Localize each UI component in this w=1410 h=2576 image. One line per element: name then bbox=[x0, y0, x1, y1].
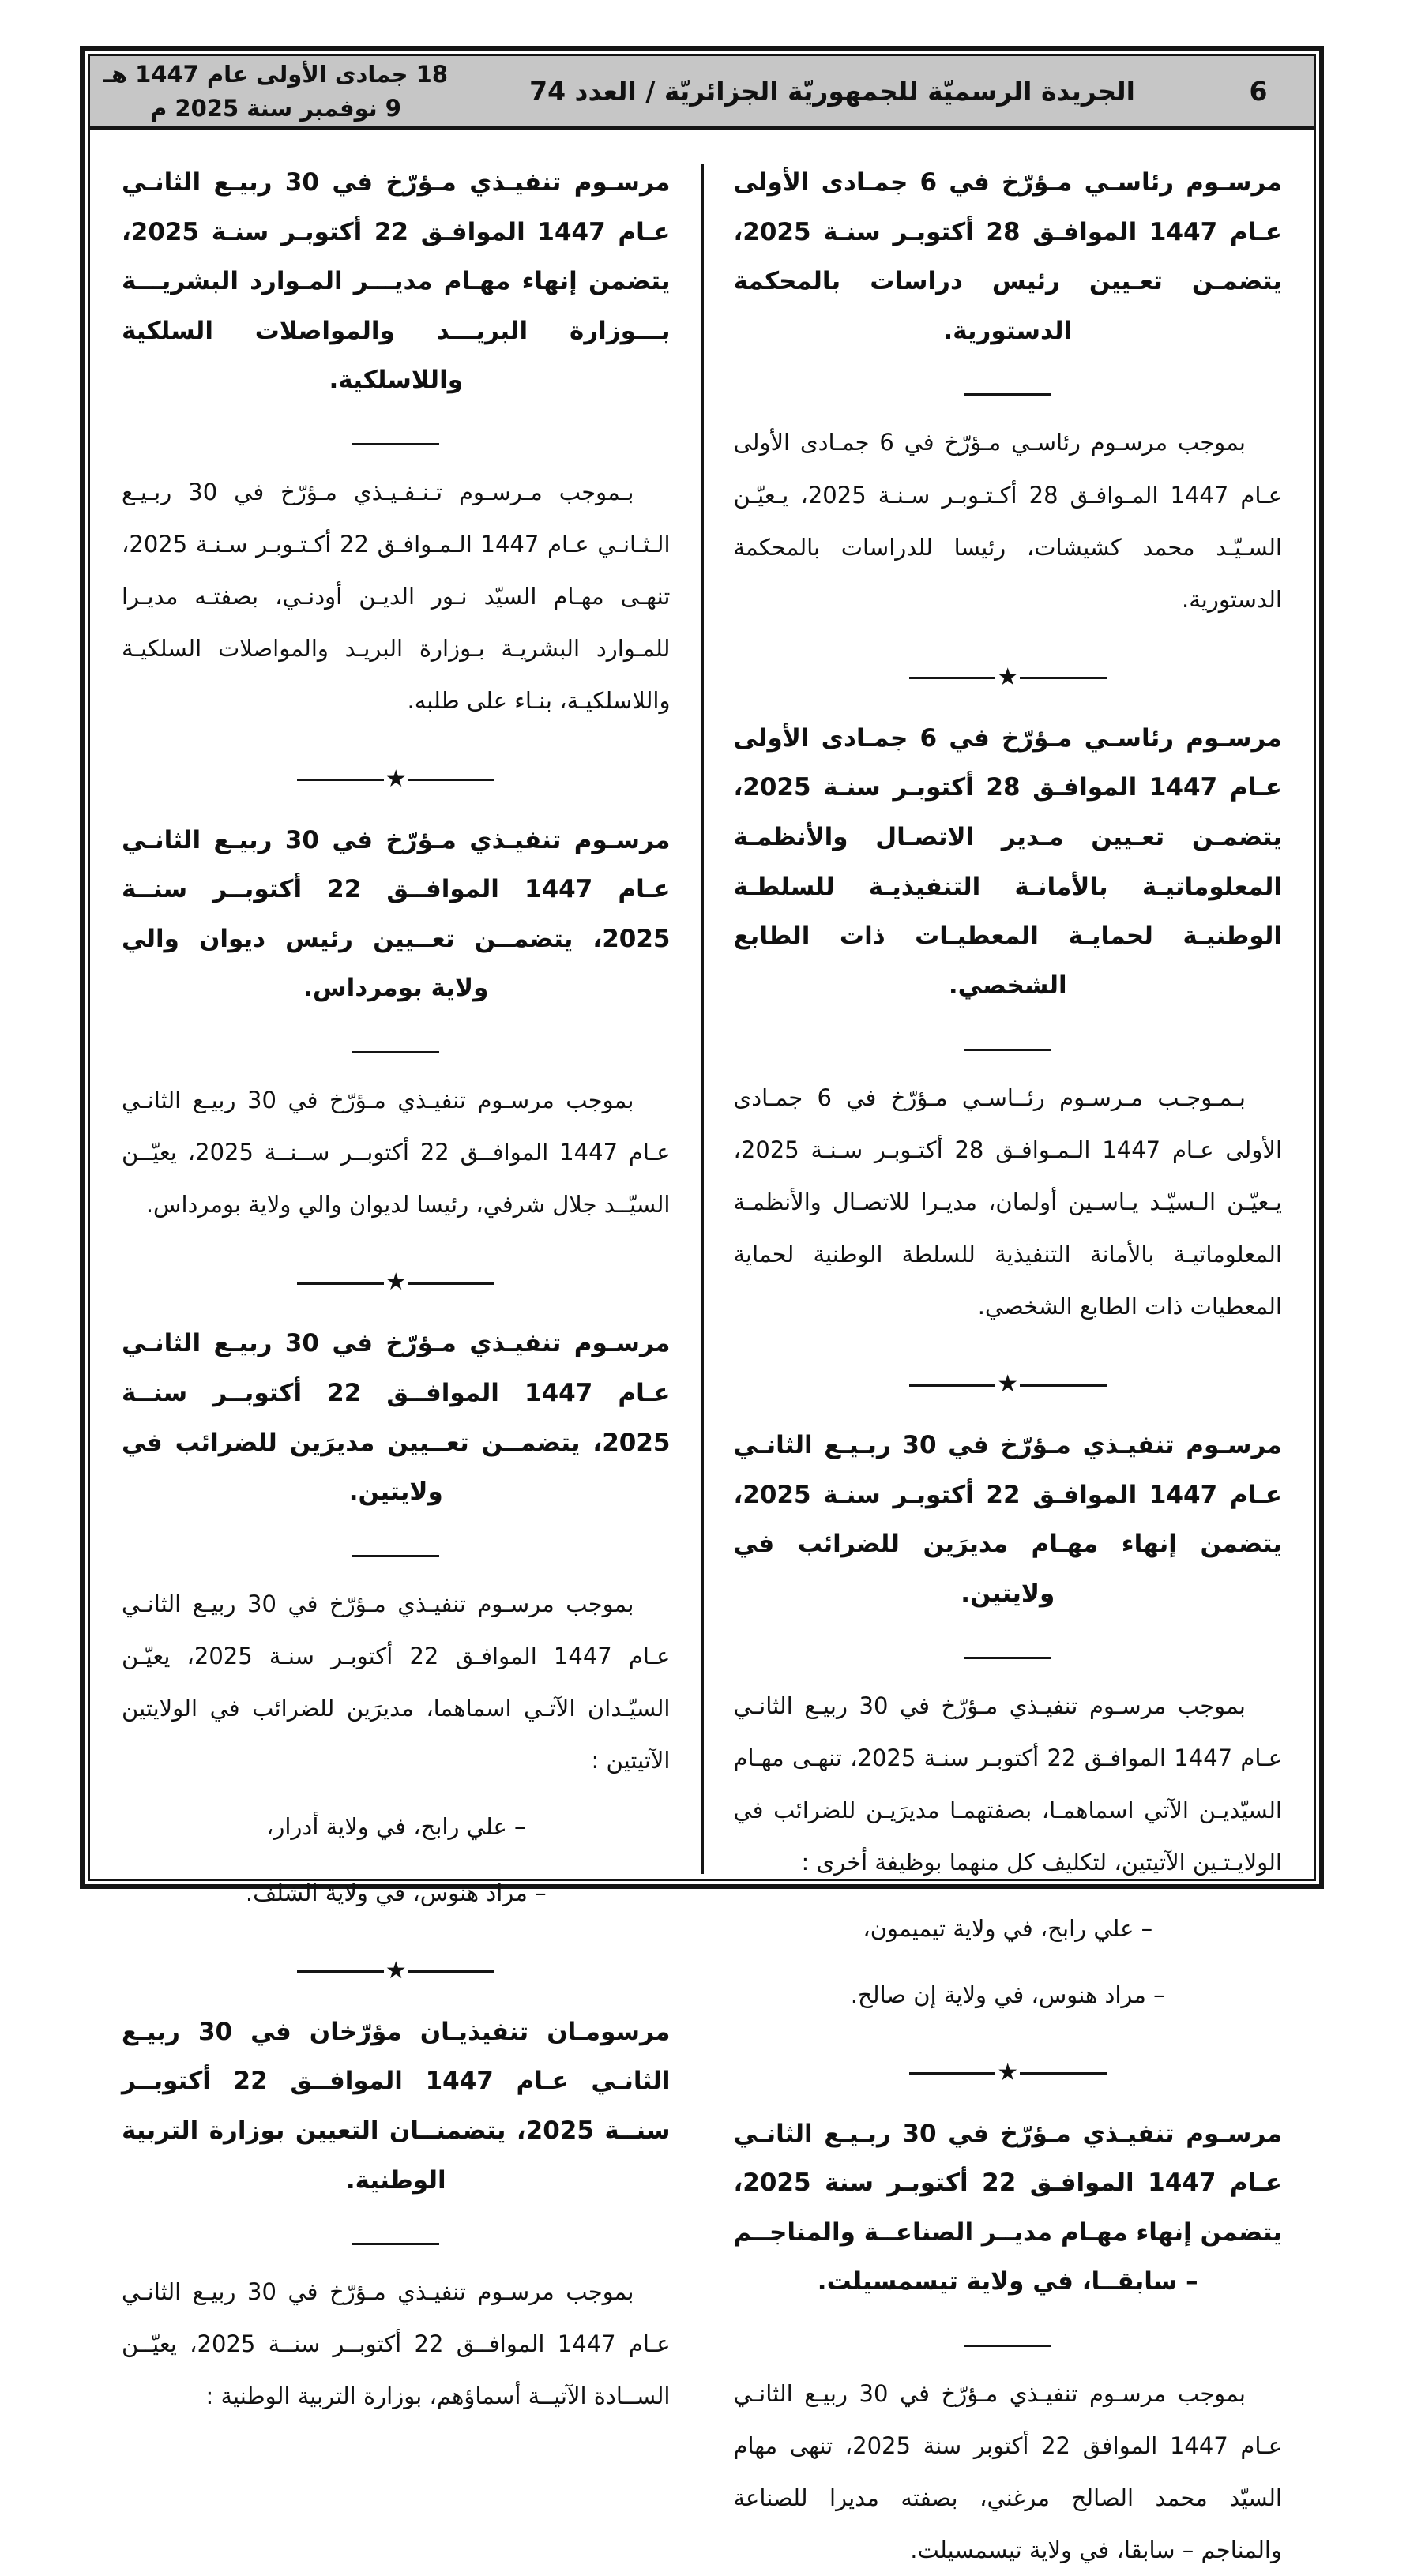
separator-line bbox=[408, 1970, 495, 1973]
star-separator bbox=[909, 663, 1107, 691]
journal-title: الجريدة الرسميّة للجمهوريّة الجزائريّة / العدد 74 bbox=[529, 76, 1135, 107]
star-separator bbox=[909, 1370, 1107, 1399]
list-item: – علي رابح، في ولاية تيميمون، bbox=[863, 1914, 1153, 1942]
right-column bbox=[702, 130, 1314, 2564]
gregorian-date: 9 نوفمبر سنة 2025 م bbox=[150, 94, 401, 122]
star-icon: ★ bbox=[997, 663, 1019, 691]
separator-line bbox=[909, 1384, 996, 1387]
decree-title: مرسـوم تنفيـذي مـؤرّخ في 30 ربيـع الثانـي عـام 1447 الموافــق 22 أكتوبــر سنــة 2025، يتضمــن تعــيين مديرَين للضرائب في ولايتين. bbox=[122, 1329, 671, 1507]
star-icon: ★ bbox=[997, 1370, 1019, 1399]
list-item: – علي رابح، في ولاية أدرار، bbox=[266, 1813, 526, 1841]
decree-body: بموجب مرسـوم تنفيـذي مـؤرّخ في 30 ربيـع الثانـي عـام 1447 الموافــق 22 أكتوبــر سنــة 2025، يعيّــن الســادة الآتيــة أسماؤهم، بوزارة التربية الوطنية : bbox=[122, 2278, 671, 2410]
separator-line bbox=[297, 1970, 384, 1973]
star-icon: ★ bbox=[997, 2058, 1019, 2086]
decree-body: بموجب مرسـوم تنفيـذي مـؤرّخ في 30 ربيـع الثانـي عـام 1447 الموافـق 22 أكتوبـر سنـة 2025، يعيّـن السيّـدان الآتـي اسماهما، مديرَين للضرائب في الولايتين الآتيتين : bbox=[122, 1590, 671, 1774]
separator-line bbox=[1020, 1384, 1107, 1387]
decree-title: مرسـوم تنفيـذي مـؤرّخ في 30 ربيـع الثانـي عـام 1447 الموافــق 22 أكتوبــر سنــة 2025، يتضمــن تعــيين رئيس ديوان والي ولاية بومرداس. bbox=[122, 825, 671, 1003]
star-separator bbox=[909, 2058, 1107, 2086]
decree-title: مرسومـان تنفيذيـان مؤرّخان في 30 ربيـع الثانـي عـام 1447 الموافــق 22 أكتوبــر سنــة 2025، يتضمنــان التعيين بوزارة التربية الوطنية. bbox=[122, 2017, 671, 2195]
plain-separator bbox=[352, 1555, 439, 1557]
star-separator bbox=[297, 1268, 494, 1297]
star-icon: ★ bbox=[385, 764, 407, 793]
separator-line bbox=[909, 677, 996, 679]
hijri-date: 18 جمادى الأولى عام 1447 هـ bbox=[103, 61, 449, 88]
separator-line bbox=[297, 779, 384, 781]
page-number: 6 bbox=[1249, 76, 1268, 107]
page-header bbox=[90, 56, 1314, 130]
plain-separator bbox=[964, 393, 1051, 396]
plain-separator bbox=[964, 1657, 1051, 1659]
decree-body: بموجب مرسـوم تنفيـذي مـؤرّخ في 30 ربيـع الثانـي عـام 1447 الموافق 22 أكتوبر سنة 2025، تنهى مهام السيّد محمد الصالح مرغني، بصفته مديرا للصناعة والمناجم – سابقا، في ولاية تيسمسيلت. bbox=[733, 2379, 1283, 2564]
plain-separator bbox=[964, 2345, 1051, 2347]
plain-separator bbox=[964, 1049, 1051, 1051]
decree-title: مرسـوم تنفيـذي مـؤرّخ في 30 ربـيـع الثانـي عـام 1447 الموافـق 22 أكتوبـر سنـة 2025، يتضمن إنهاء مهـام مديرَين للضرائب في ولايتين. bbox=[733, 1431, 1282, 1608]
separator-line bbox=[408, 779, 495, 781]
decree-title: مرسـوم تنفيـذي مـؤرّخ في 30 ربيـع الثانـي عـام 1447 الموافـق 22 أكتوبـر سنـة 2025، يتضمن إنهاء مهـام مديـــر المـوارد البشريـــة بـــوزارة البريـــد والمواصلات السلكية واللاسلكية. bbox=[122, 168, 671, 395]
header-dates bbox=[90, 58, 461, 124]
list-item: – مراد هنوس، في ولاية إن صالح. bbox=[850, 1981, 1165, 2008]
separator-line bbox=[408, 1282, 495, 1285]
separator-line bbox=[297, 1282, 384, 1285]
decree-title: مرسـوم رئاسـي مـؤرّخ في 6 جمـادى الأولى عـام 1447 الموافـق 28 أكتوبـر سنـة 2025، يتضمـن تعـيين رئيس دراسات بالمحكمة الدستورية. bbox=[733, 168, 1283, 345]
star-separator bbox=[297, 1956, 494, 1985]
separator-line bbox=[909, 2072, 996, 2075]
decree-title: مرسـوم تنفيـذي مـؤرّخ في 30 ربـيـع الثانـي عـام 1447 الموافـق 22 أكتوبـر سنة 2025، يتضمن إنهاء مهـام مديــر الصناعــة والمناجــم – سابقــا، في ولاية تيسمسيلت. bbox=[733, 2119, 1282, 2296]
decree-body: بـموجب مـرسـوم تـنـفـيـذي مـؤرّخ في 30 ربـيـع الـثـانـي عـام 1447 الـمـوافـق 22 أكـتـوبـر سـنـة 2025، تنهـى مهـام السيّد نـور الديـن أودنـي، بصفتـه مديـرا للمـوارد البشريـة بـوزارة البريـد والمواصلات السلكيـة واللاسلكيـة، بنـاء على طلبه. bbox=[122, 479, 671, 715]
decree-body: بموجب مرسـوم تنفيـذي مـؤرّخ في 30 ربيـع الثانـي عـام 1447 الموافــق 22 أكتوبــر ســنــة 2025، يعيّــن السيّــد جلال شرفي، رئيسا لديوان والي ولاية بومرداس. bbox=[122, 1087, 671, 1219]
star-icon: ★ bbox=[385, 1268, 407, 1297]
decree-body: بـمـوجـب مـرسـوم رئــاسـي مـؤرّخ في 6 جمـادى الأولى عـام 1447 الـمـوافـق 28 أكتـوبـر سـنـة 2025، يـعيّـن الـسيّـد يـاسـين أولمان، مديـرا للاتصـال والأنظمـة المعلوماتيـة بالأمانة التنفيذية للسلطة الوطنية لحماية المعطيات ذات الطابع الشخصي. bbox=[733, 1083, 1282, 1320]
separator-line bbox=[1020, 677, 1107, 679]
separator-line bbox=[1020, 2072, 1107, 2075]
left-column bbox=[90, 130, 702, 2410]
star-icon: ★ bbox=[385, 1956, 407, 1985]
decree-body: بموجب مرسـوم تنفيـذي مـؤرّخ في 30 ربيـع الثانـي عـام 1447 الموافـق 22 أكتوبـر سنـة 2025، تنهـى مهـام السيّديـن الآتي اسماهمـا، بصفتهمـا مديرَيـن للضرائب في الولايـتـين الآتيتين، لتكليف كل منهما بوظيفة أخرى : bbox=[733, 1692, 1283, 1876]
list-item: – مراد هنوس، في ولاية الشلف. bbox=[245, 1879, 547, 1907]
page-inner-border bbox=[88, 54, 1316, 2564]
star-separator bbox=[297, 764, 494, 793]
decree-body: بموجب مرسـوم رئاسـي مـؤرّخ في 6 جمـادى الأولى عـام 1447 المـوافـق 28 أكـتـوبـر سـنـة 2025، يـعيّـن السـيّـد محمد كشيشات، رئيسا للدراسات بالمحكمة الدستورية. bbox=[733, 429, 1282, 613]
page-outer-border bbox=[80, 46, 1324, 2564]
page-content bbox=[90, 130, 1314, 2564]
plain-separator bbox=[352, 443, 439, 445]
decree-title: مرسـوم رئاسـي مـؤرّخ في 6 جمـادى الأولى عـام 1447 الموافـق 28 أكتوبـر سنـة 2025، يتضمـن تعـيين مـدير الاتصـال والأنظمـة المعلوماتيـة بالأمانـة التنفيذيـة للسلطـة الوطنيـة لحمايـة المعطيـات ذات الطابع الشخصي. bbox=[733, 723, 1283, 1000]
plain-separator bbox=[352, 2243, 439, 2245]
plain-separator bbox=[352, 1051, 439, 1053]
column-divider bbox=[701, 164, 704, 1874]
